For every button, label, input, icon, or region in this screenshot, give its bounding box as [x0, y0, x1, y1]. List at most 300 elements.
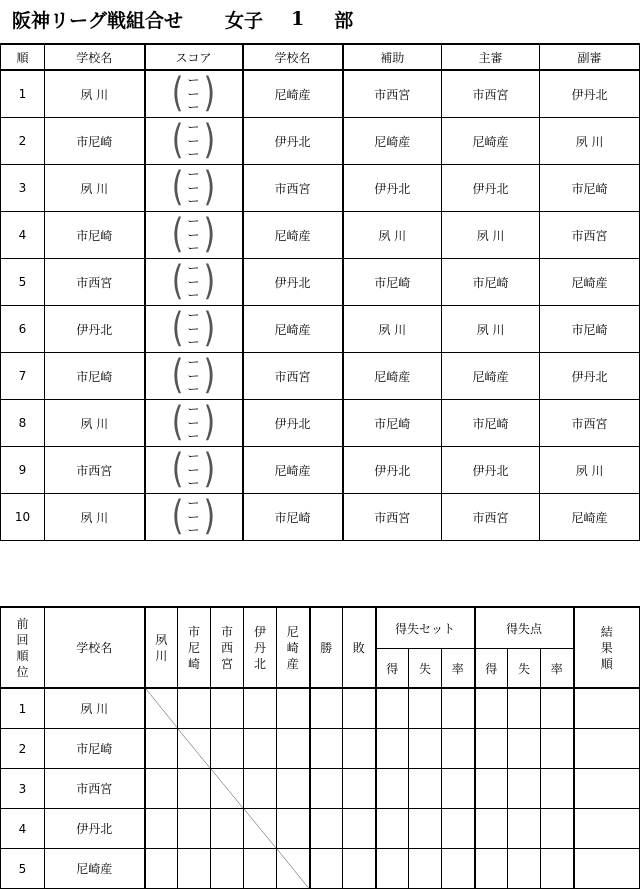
team-b: 伊丹北: [243, 400, 343, 447]
left-bracket: (: [171, 352, 184, 399]
stat-cell: [376, 769, 409, 809]
score-dash: ー: [187, 476, 200, 490]
school-header: 学校名: [45, 607, 145, 688]
assistant-referee: 市西宮: [540, 400, 640, 447]
diagonal-line: [244, 809, 276, 848]
stat-cell: [442, 688, 475, 729]
right-bracket: ): [203, 70, 216, 117]
score-dash: ー: [187, 194, 200, 208]
match-result-cell: [244, 729, 277, 769]
match-number: 7: [1, 353, 45, 400]
score-dash: ー: [187, 402, 200, 416]
wins-cell: [310, 688, 343, 729]
wins-header: 勝: [310, 607, 343, 688]
table-row: [1, 259, 640, 306]
match-result-cell: [277, 688, 310, 729]
table-row: [1, 70, 640, 118]
school-name: 市尼崎: [45, 729, 145, 769]
assistant-referee: 夙 川: [540, 118, 640, 165]
match-result-cell: [178, 809, 211, 849]
match-result-cell: [145, 769, 178, 809]
score-box: [146, 117, 242, 164]
right-bracket: ): [203, 117, 216, 164]
score-cell: [145, 212, 243, 259]
result-rank-cell: [574, 688, 640, 729]
losses-cell: [343, 688, 376, 729]
score-dashes: [187, 74, 199, 114]
losses-cell: [343, 849, 376, 889]
vertical-char: 果: [600, 640, 613, 655]
score-box: [146, 70, 242, 117]
standings-table: [0, 606, 640, 889]
team-a: 市尼崎: [45, 212, 145, 259]
score-cell: [145, 259, 243, 306]
match-number: 10: [1, 494, 45, 541]
team-a: 市尼崎: [45, 118, 145, 165]
score-box: [146, 493, 242, 540]
score-dash: ー: [187, 274, 200, 289]
point-diff-header: 得失点: [475, 607, 574, 649]
team-a: 伊丹北: [45, 306, 145, 353]
auxiliary-official: 伊丹北: [343, 165, 442, 212]
score-dash: ー: [187, 308, 200, 322]
diagonal-line: [211, 769, 243, 808]
stat-subheader: 率: [442, 649, 475, 689]
score-dash: ー: [187, 415, 200, 430]
score-dash: ー: [187, 382, 200, 396]
losses-cell: [343, 769, 376, 809]
left-bracket: (: [171, 70, 184, 117]
table-row: [1, 688, 640, 729]
left-bracket: (: [171, 117, 184, 164]
losses-cell: [343, 729, 376, 769]
right-bracket: ): [203, 164, 216, 211]
team-a: 夙 川: [45, 400, 145, 447]
assistant-referee: 伊丹北: [540, 353, 640, 400]
title-main: 阪神リーグ戦組合せ: [12, 9, 184, 32]
score-dash: ー: [187, 120, 200, 134]
match-result-cell: [178, 688, 211, 729]
diagonal-line: [277, 849, 309, 888]
score-dashes: [187, 168, 199, 208]
stat-cell: [442, 769, 475, 809]
match-result-cell: [277, 809, 310, 849]
auxiliary-official: 市尼崎: [343, 259, 442, 306]
stat-cell: [508, 849, 541, 889]
team-b: 市西宮: [243, 165, 343, 212]
score-dash: ー: [187, 509, 200, 524]
assistant-referee: 伊丹北: [540, 70, 640, 118]
score-dash: ー: [187, 335, 200, 349]
auxiliary-official: 夙 川: [343, 212, 442, 259]
self-match-cell: [277, 849, 310, 889]
score-dash: ー: [187, 133, 200, 148]
wins-cell: [310, 809, 343, 849]
score-dash: ー: [187, 462, 200, 477]
right-bracket: ): [203, 493, 216, 540]
vertical-char: 崎: [286, 640, 299, 655]
vertical-char: 北: [253, 656, 266, 671]
match-number: 5: [1, 259, 45, 306]
match-number: 3: [1, 165, 45, 212]
score-dashes: [187, 450, 199, 490]
match-result-cell: [211, 688, 244, 729]
match-result-cell: [211, 729, 244, 769]
score-dash: ー: [187, 355, 200, 369]
head-referee: 伊丹北: [442, 165, 540, 212]
auxiliary-official: 市西宮: [343, 70, 442, 118]
head-referee: 尼崎産: [442, 353, 540, 400]
head-referee: 市西宮: [442, 494, 540, 541]
left-bracket: (: [171, 305, 184, 352]
previous-rank: 1: [1, 688, 45, 729]
title-division-number: 1: [291, 8, 305, 30]
vertical-char: 市: [187, 624, 200, 639]
self-match-cell: [145, 688, 178, 729]
match-result-cell: [244, 849, 277, 889]
right-bracket: ): [203, 258, 216, 305]
head-referee: 伊丹北: [442, 447, 540, 494]
score-dash: ー: [187, 86, 200, 101]
stat-cell: [409, 769, 442, 809]
score-dash: ー: [187, 449, 200, 463]
schedule-header-cell: 学校名: [243, 44, 343, 70]
vertical-char: 宮: [220, 656, 233, 671]
opponent-header: [244, 607, 277, 688]
table-row: [1, 165, 640, 212]
set-diff-header: 得失セット: [376, 607, 475, 649]
match-number: 1: [1, 70, 45, 118]
team-b: 市西宮: [243, 353, 343, 400]
score-dash: ー: [187, 429, 200, 443]
opponent-header: [277, 607, 310, 688]
score-cell: [145, 306, 243, 353]
score-cell: [145, 494, 243, 541]
score-dashes: [187, 403, 199, 443]
auxiliary-official: 尼崎産: [343, 353, 442, 400]
table-row: [1, 809, 640, 849]
match-result-cell: [178, 769, 211, 809]
score-dash: ー: [187, 241, 200, 255]
score-cell: [145, 70, 243, 118]
stat-cell: [541, 809, 574, 849]
school-name: 夙 川: [45, 688, 145, 729]
right-bracket: ): [203, 352, 216, 399]
score-dash: ー: [187, 147, 200, 161]
team-b: 尼崎産: [243, 447, 343, 494]
auxiliary-official: 市西宮: [343, 494, 442, 541]
left-bracket: (: [171, 446, 184, 493]
match-number: 4: [1, 212, 45, 259]
schedule-header-cell: 学校名: [45, 44, 145, 70]
assistant-referee: 市尼崎: [540, 165, 640, 212]
match-result-cell: [211, 809, 244, 849]
left-bracket: (: [171, 211, 184, 258]
stat-cell: [475, 809, 508, 849]
previous-rank: 5: [1, 849, 45, 889]
result-rank-header: [574, 607, 640, 688]
schedule-header-row: [1, 44, 640, 70]
stat-cell: [508, 688, 541, 729]
match-number: 6: [1, 306, 45, 353]
opponent-header: [178, 607, 211, 688]
score-box: [146, 399, 242, 446]
assistant-referee: 夙 川: [540, 447, 640, 494]
assistant-referee: 市西宮: [540, 212, 640, 259]
result-rank-cell: [574, 809, 640, 849]
vertical-char: 前: [16, 616, 29, 631]
result-rank-label: [601, 624, 613, 672]
left-bracket: (: [171, 164, 184, 211]
result-rank-cell: [574, 729, 640, 769]
stat-cell: [541, 769, 574, 809]
stat-subheader: 得: [475, 649, 508, 689]
self-match-cell: [244, 809, 277, 849]
stat-subheader: 失: [409, 649, 442, 689]
stat-cell: [376, 809, 409, 849]
team-a: 市西宮: [45, 447, 145, 494]
team-a: 市尼崎: [45, 353, 145, 400]
previous-rank: 3: [1, 769, 45, 809]
team-a: 夙 川: [45, 70, 145, 118]
score-cell: [145, 165, 243, 212]
score-box: [146, 305, 242, 352]
head-referee: 市尼崎: [442, 400, 540, 447]
score-dash: ー: [187, 368, 200, 383]
vertical-char: 伊: [253, 624, 266, 639]
score-dash: ー: [187, 214, 200, 228]
vertical-char: 順: [600, 656, 613, 671]
stat-cell: [508, 809, 541, 849]
vertical-char: 市: [220, 624, 233, 639]
schedule-header-cell: 順: [1, 44, 45, 70]
assistant-referee: 尼崎産: [540, 259, 640, 306]
vertical-char: 順: [16, 648, 29, 663]
stat-cell: [508, 769, 541, 809]
schedule-header-cell: 副審: [540, 44, 640, 70]
right-bracket: ): [203, 211, 216, 258]
opponent-label: [287, 624, 299, 672]
stat-cell: [541, 688, 574, 729]
wins-cell: [310, 729, 343, 769]
stat-cell: [442, 849, 475, 889]
result-rank-cell: [574, 769, 640, 809]
match-result-cell: [145, 849, 178, 889]
match-result-cell: [145, 729, 178, 769]
losses-cell: [343, 809, 376, 849]
score-dash: ー: [187, 261, 200, 275]
vertical-char: 尼: [286, 624, 299, 639]
opponent-header: [211, 607, 244, 688]
schedule-body: [1, 44, 640, 541]
page-title: [12, 4, 353, 34]
stat-cell: [442, 729, 475, 769]
previous-rank: 2: [1, 729, 45, 769]
score-cell: [145, 118, 243, 165]
table-row: [1, 118, 640, 165]
vertical-char: 結: [600, 624, 613, 639]
score-box: [146, 164, 242, 211]
opponent-label: [188, 624, 200, 672]
stat-cell: [541, 849, 574, 889]
head-referee: 夙 川: [442, 306, 540, 353]
self-match-cell: [178, 729, 211, 769]
head-referee: 市西宮: [442, 70, 540, 118]
stat-subheader: 得: [376, 649, 409, 689]
previous-rank-header: [1, 607, 45, 688]
opponent-label: [155, 632, 167, 664]
stat-cell: [475, 849, 508, 889]
team-b: 市尼崎: [243, 494, 343, 541]
vertical-char: 川: [155, 648, 168, 663]
score-dashes: [187, 121, 199, 161]
vertical-char: 産: [286, 656, 299, 671]
diagonal-line: [178, 729, 210, 768]
right-bracket: ): [203, 305, 216, 352]
score-box: [146, 446, 242, 493]
table-row: [1, 353, 640, 400]
match-result-cell: [145, 809, 178, 849]
stat-cell: [475, 769, 508, 809]
school-name: 市西宮: [45, 769, 145, 809]
stat-cell: [409, 809, 442, 849]
score-cell: [145, 353, 243, 400]
score-dashes: [187, 215, 199, 255]
vertical-char: 回: [16, 632, 29, 647]
left-bracket: (: [171, 258, 184, 305]
opponent-header: [145, 607, 178, 688]
assistant-referee: 市尼崎: [540, 306, 640, 353]
match-result-cell: [244, 769, 277, 809]
team-b: 伊丹北: [243, 118, 343, 165]
schedule-table: [0, 43, 640, 541]
score-dash: ー: [187, 167, 200, 181]
team-a: 夙 川: [45, 165, 145, 212]
table-row: [1, 306, 640, 353]
head-referee: 夙 川: [442, 212, 540, 259]
school-name: 尼崎産: [45, 849, 145, 889]
opponent-label: [221, 624, 233, 672]
team-b: 尼崎産: [243, 306, 343, 353]
match-result-cell: [244, 688, 277, 729]
table-row: [1, 494, 640, 541]
schedule-header-cell: 主審: [442, 44, 540, 70]
match-result-cell: [178, 849, 211, 889]
team-b: 伊丹北: [243, 259, 343, 306]
score-dashes: [187, 497, 199, 537]
opponent-label: [254, 624, 266, 672]
team-b: 尼崎産: [243, 212, 343, 259]
table-row: [1, 729, 640, 769]
stat-subheader: 失: [508, 649, 541, 689]
team-b: 尼崎産: [243, 70, 343, 118]
auxiliary-official: 市尼崎: [343, 400, 442, 447]
table-row: [1, 769, 640, 809]
table-row: [1, 212, 640, 259]
self-match-cell: [211, 769, 244, 809]
match-result-cell: [277, 769, 310, 809]
table-row: [1, 849, 640, 889]
previous-rank-label: [16, 616, 28, 680]
vertical-char: 尼: [187, 640, 200, 655]
school-name: 伊丹北: [45, 809, 145, 849]
vertical-char: 西: [220, 640, 233, 655]
stat-cell: [475, 729, 508, 769]
stat-cell: [409, 688, 442, 729]
score-dash: ー: [187, 180, 200, 195]
previous-rank: 4: [1, 809, 45, 849]
right-bracket: ): [203, 446, 216, 493]
stat-cell: [409, 849, 442, 889]
stat-cell: [541, 729, 574, 769]
auxiliary-official: 夙 川: [343, 306, 442, 353]
score-dash: ー: [187, 496, 200, 510]
auxiliary-official: 尼崎産: [343, 118, 442, 165]
losses-header: 敗: [343, 607, 376, 688]
stat-cell: [508, 729, 541, 769]
score-dashes: [187, 262, 199, 302]
score-dashes: [187, 356, 199, 396]
match-result-cell: [211, 849, 244, 889]
match-result-cell: [277, 729, 310, 769]
wins-cell: [310, 849, 343, 889]
assistant-referee: 尼崎産: [540, 494, 640, 541]
score-dash: ー: [187, 288, 200, 302]
score-box: [146, 258, 242, 305]
vertical-char: 位: [16, 664, 29, 679]
stat-cell: [409, 729, 442, 769]
standings-body: [1, 607, 640, 889]
score-dash: ー: [187, 100, 200, 114]
left-bracket: (: [171, 493, 184, 540]
stat-cell: [376, 849, 409, 889]
table-row: [1, 447, 640, 494]
auxiliary-official: 伊丹北: [343, 447, 442, 494]
result-rank-cell: [574, 849, 640, 889]
match-number: 8: [1, 400, 45, 447]
score-dash: ー: [187, 73, 200, 87]
score-dash: ー: [187, 523, 200, 537]
stat-cell: [376, 729, 409, 769]
stat-cell: [475, 688, 508, 729]
match-number: 9: [1, 447, 45, 494]
diagonal-line: [146, 689, 178, 728]
schedule-header-cell: 補助: [343, 44, 442, 70]
left-bracket: (: [171, 399, 184, 446]
score-dashes: [187, 309, 199, 349]
wins-cell: [310, 769, 343, 809]
score-box: [146, 211, 242, 258]
vertical-char: 崎: [187, 656, 200, 671]
team-a: 市西宮: [45, 259, 145, 306]
score-box: [146, 352, 242, 399]
team-a: 夙 川: [45, 494, 145, 541]
table-row: [1, 400, 640, 447]
standings-header-row: [1, 607, 640, 649]
stat-subheader: 率: [541, 649, 574, 689]
schedule-header-cell: スコア: [145, 44, 243, 70]
right-bracket: ): [203, 399, 216, 446]
head-referee: 市尼崎: [442, 259, 540, 306]
head-referee: 尼崎産: [442, 118, 540, 165]
score-dash: ー: [187, 227, 200, 242]
match-number: 2: [1, 118, 45, 165]
stat-cell: [376, 688, 409, 729]
score-cell: [145, 400, 243, 447]
vertical-char: 夙: [155, 632, 168, 647]
score-dash: ー: [187, 321, 200, 336]
score-cell: [145, 447, 243, 494]
